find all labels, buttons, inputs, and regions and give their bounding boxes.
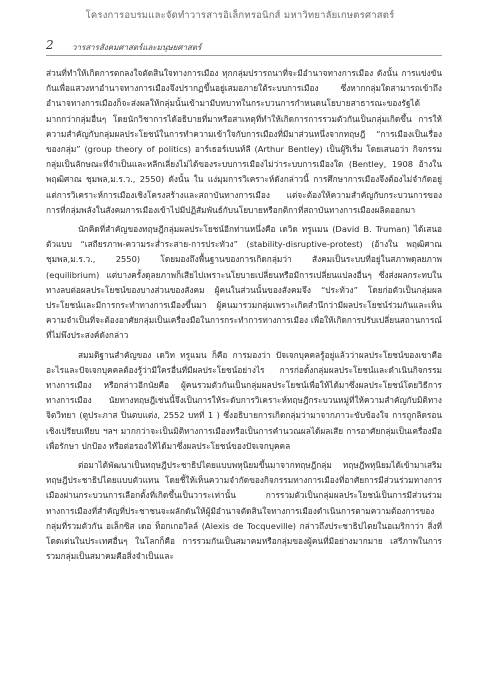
article-body xyxy=(46,66,442,569)
running-header: โครงการอบรมและจัดทำวารสารอิเล็กทรอนิกส์ มหาวิทยาลัยเกษตรศาสตร์ xyxy=(85,10,395,21)
paragraph: ต่อมาได้พัฒนาเป็นทฤษฎีประชาธิปไตยแบบพหุนิยมขึ้นมาจากทฤษฎีกลุ่ม ทฤษฎีพหุนิยมได้เข้ามาเสริมทฤษฎีประชาธิปไตยแบบตัวแทน โดยชี้ให้เห็นความจำกัดของกิจกรรมทางการเมืองที่อาศัยการมีส่วนร่วมทางการเมืองผ่านกระบวนการเลือกตั้งที่เกิดขึ้นเป็นวาระเท่านั้น การรวมตัวเป็นกลุ่มผลประโยชน์เป็นการมีส่วนร่วมทางการเมืองที่สำคัญที่ประชาชนจะผลักดันให้ผู้มีอำนาจตัดสินใจทางการเมืองดำเนินการตามความต้องการของกลุ่มที่รวมตัวกัน อเล็กซิส เดอ ท็อกเกอวิลล์ (Alexis de Tocqueville) กล่าวถึงประชาธิปไตยในอเมริกาว่า สิ่งที่โดดเด่นในประเทศอื่นๆ ในโลกก็คือ การรวมกันเป็นสมาคมหรือกลุ่มของผู้คนที่มีอย่างมากมาย เสรีภาพในการรวมกลุ่มเป็นสมาคมคือสิ่งจำเป็นและ xyxy=(46,460,442,562)
paragraph: ส่วนที่ทำให้เกิดการตกลงใจตัดสินใจทางการเมือง ทุกกลุ่มปรารถนาที่จะมีอำนาจทางการเมือง ดังนั้น การแข่งขันกันเพื่อแสวงหาอำนาจทางการเมืองจึงปรากฏขึ้นอยู่เสมอภายใต้ระบบการเมือง ซึ่งหากกลุ่มใดสามารถเข้าถึงอำนาจทางการเมืองก็จะส่งผลให้กลุ่มนั้นเข้ามามีบทบาทในกระบวนการกำหนดนโยบายสาธารณะของรัฐได้มากกว่ากลุ่มอื่นๆ โดยนักวิชาการได้อธิบายที่มาหรือสาเหตุที่ทำให้เกิดการการรวมตัวกันเป็นกลุ่มเกิดขึ้น การให้ความสำคัญกับกลุ่มผลประโยชน์ในการทำความเข้าใจกับการเมืองที่มีมาส่วนหนึ่งจากทฤษฎี “การเมืองเป็นเรื่องของกลุ่ม” (group theory of politics) อาร์เธอร์เบนท์ลี (Arthur Bentley) เป็นผู้ริเริ่ม โดยเสนอว่า กิจกรรมกลุ่มเป็นลักษณะที่จำเป็นและหลีกเลี่ยงไม่ได้ของระบบการเมืองไม่ว่าระบบการเมืองใด (Bentley, 1908 อ้างใน พฤฒิศาณ ชุมพล,ม.ร.ว., 2550) ดังนั้น ใน แง่มุมการวิเคราะห์ดังกล่าวนี้ การศึกษาการเมืองจึงต้องไม่จำกัดอยู่แต่การวิเคราะห์การเมืองเชิงโครงสร้างและสถาบันทางการเมือง แต่จะต้องให้ความสำคัญกับกระบวนการของการที่กลุ่มพลังในสังคมการเมืองเข้าไปมีปฏิสัมพันธ์กับนโยบายหรือกติกาที่สถาบันทางการเมืองผลิตออกมา xyxy=(46,68,442,215)
paragraph: สมมติฐานสำคัญของ เดวิท ทรูแมน ก็คือ การมองว่า ปัจเจกบุคคลรู้อยู่แล้วว่าผลประโยชน์ของเขาคืออะไรและปัจเจกบุคคลต้องรู้ว่ามีใครอื่นที่มีผลประโยชน์อย่างไร การก่อตั้งกลุ่มผลประโยชน์และดำเนินกิจกรรมทางการเมือง หรือกล่าวอีกนัยคือ ผู้คนรวมตัวกันเป็นกลุ่มผลประโยชน์เพื่อให้ได้มาซึ่งผลประโยชน์โดยวิธีการทางการเมือง นัยทางทฤษฎีเช่นนี้จึงเป็นการให้ระดับการวิเคราะห์ทฤษฎีกระบวนหมู่ที่ให้ความสำคัญกับมิติทางจิตวิทยา (ตูประภาส ปิ่นตบแต่ง, 2552 บทที่ 1 ) ซึ่งอธิบายการเกิดกลุ่มว่ามาจากภาวะขับข้องใจ การถูกลิดรอนเชิงเปรียบเทียบ ฯลฯ มากกว่าจะเป็นมิติทางการเมืองหรือเป็นการคำนวณผลได้ผลเสีย การอาศัยกลุ่มเป็นเครื่องมือเพื่อรักษา ปกป้อง หรือต่อรองให้ได้มาซึ่งผลประโยชน์ของปัจเจกบุคคล xyxy=(46,349,442,451)
paragraph: นักคิดที่สำคัญของทฤษฎีกลุ่มผลประโยชน์อีกท่านหนึ่งคือ เดวิด ทรูแมน (David B. Truman) ได้เสนอตัวแบบ “เสถียรภาพ-ความระส่ำระสาย-การประทัวง” (stability-disruptive-protest) (อ้างใน พฤฒิศาณชุมพล,ม.ร.ว., 2550) โดยมองถึงพื้นฐานของการเกิดกลุ่มว่า สังคมเป็นระบบที่อยู่ในสภาพดุลยภาพ (equilibrium) แต่บางครั้งดุลยภาพก็เสียไปเพราะนโยบายเปลี่ยนหรือมีการเปลี่ยนแปลงอื่นๆ ซึ่งส่งผลกระทบในทางลบต่อผลประโยชน์ของบางส่วนของสังคม ผู้คนในส่วนนั้นของสังคมจึง “ประท้วง” โดยก่อตัวเป็นกลุ่มผลประโยชน์และมีการกระทำทางการเมืองขึ้นมา ผู้คนมารวมกลุ่มเพราะเกิดสำนึกว่ามีผลประโยชน์ร่วมกันและเห็นความจำเป็นที่จะต้องอาศัยกลุ่มเป็นเครื่องมือในการกระทำการทางการเมือง เพื่อให้เกิดการปรับเปลี่ยนสถานการณ์ที่ไม่พึงประสงค์ดังกล่าว xyxy=(46,224,442,341)
header-divider xyxy=(46,55,442,56)
chapter-title: วารสารสังคมศาสตร์และมนุษยศาสตร์ xyxy=(72,43,202,52)
page-number: 2 xyxy=(46,38,54,52)
